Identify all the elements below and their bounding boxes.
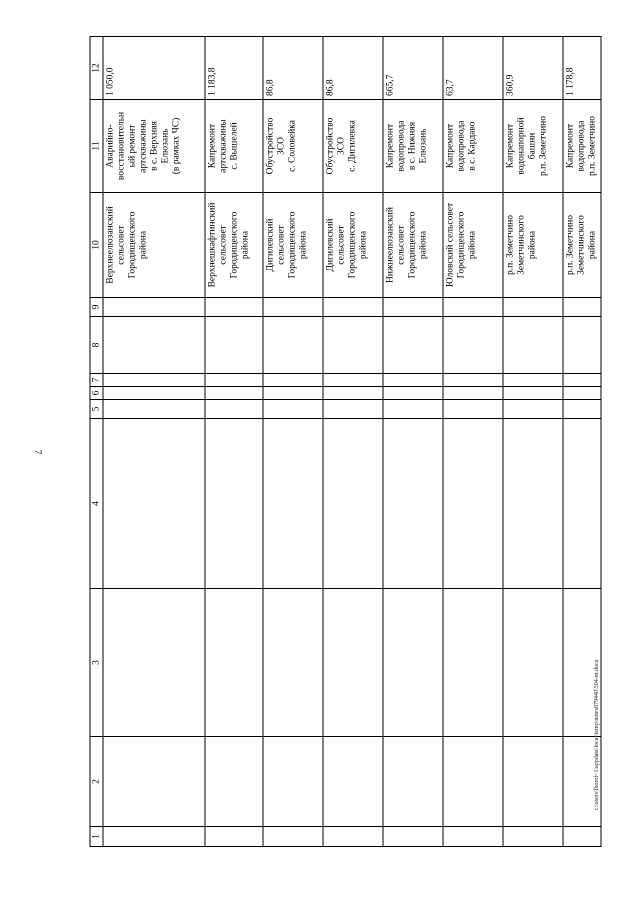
empty-cell bbox=[263, 400, 323, 419]
cell-text-line: водопровода bbox=[576, 120, 587, 172]
cell-text-line: района bbox=[298, 230, 309, 260]
footer-file-path: c:\users\lborol~1\appdata\local\temp\notes879440\504-m.doca bbox=[594, 659, 600, 811]
empty-cell bbox=[443, 589, 503, 737]
column-number-5: 5 bbox=[90, 400, 103, 419]
empty-cell bbox=[383, 589, 443, 737]
empty-cell bbox=[103, 400, 205, 419]
cell-text-line: Капремонт bbox=[207, 123, 218, 169]
empty-cell bbox=[103, 737, 205, 827]
cell-text-line: водопровода bbox=[396, 120, 407, 172]
empty-cell bbox=[103, 317, 205, 374]
table-row bbox=[263, 37, 323, 847]
empty-cell bbox=[205, 827, 263, 847]
cell-text-line: ЗСО bbox=[336, 137, 347, 155]
empty-cell bbox=[263, 298, 323, 317]
empty-cell bbox=[263, 419, 323, 589]
cell-text-line: района bbox=[467, 230, 478, 260]
empty-cell bbox=[563, 387, 601, 400]
empty-cell bbox=[205, 400, 263, 419]
column-number-4: 4 bbox=[90, 419, 103, 589]
cell-text-line: Городищенского bbox=[127, 211, 138, 279]
municipality-cell bbox=[205, 193, 263, 298]
page-number: 7 bbox=[33, 449, 43, 455]
cell-text-line: Дигилевский bbox=[325, 218, 336, 272]
municipality-cell bbox=[263, 193, 323, 298]
column-number-1: 1 bbox=[90, 827, 103, 847]
cell-text-line: р.п. Земетчино bbox=[538, 116, 549, 177]
empty-cell bbox=[103, 419, 205, 589]
cell-text-line: района bbox=[138, 230, 149, 260]
cell-text-line: Верхнешкафтинский bbox=[207, 202, 218, 288]
cell-text-line: сельсовет bbox=[218, 225, 229, 265]
municipality-cell bbox=[383, 193, 443, 298]
empty-cell bbox=[563, 400, 601, 419]
amount-cell: 1 183,8 bbox=[205, 37, 263, 100]
work-description-cell bbox=[205, 100, 263, 193]
cell-text-line: Городищенского bbox=[407, 211, 418, 279]
table-row bbox=[443, 37, 503, 847]
work-description-cell bbox=[383, 100, 443, 193]
empty-cell bbox=[503, 419, 563, 589]
empty-cell bbox=[443, 374, 503, 387]
cell-text-line: Верхнеелюзанский bbox=[105, 206, 116, 284]
empty-cell bbox=[503, 737, 563, 827]
amount-cell: 360,9 bbox=[503, 37, 563, 100]
column-number-11: 11 bbox=[90, 100, 103, 193]
column-number-3: 3 bbox=[90, 589, 103, 737]
cell-text-line: района bbox=[587, 230, 598, 260]
empty-cell bbox=[383, 387, 443, 400]
work-description-cell bbox=[443, 100, 503, 193]
column-number-9: 9 bbox=[90, 298, 103, 317]
empty-cell bbox=[103, 387, 205, 400]
cell-text-line: ый ремонт bbox=[127, 124, 138, 168]
empty-cell bbox=[323, 374, 383, 387]
cell-text-line: в с. Нижняя bbox=[407, 121, 418, 171]
empty-cell bbox=[383, 317, 443, 374]
cell-text-line: башни bbox=[527, 132, 538, 160]
empty-cell bbox=[563, 374, 601, 387]
empty-cell bbox=[383, 419, 443, 589]
work-description-cell bbox=[563, 100, 601, 193]
column-number-7: 7 bbox=[90, 374, 103, 387]
cell-text-line: Дигилевский bbox=[265, 218, 276, 272]
amount-cell: 665,7 bbox=[383, 37, 443, 100]
cell-text-line: Елюзань bbox=[418, 128, 429, 164]
work-description-cell bbox=[263, 100, 323, 193]
cell-text-line: сельсовет bbox=[116, 225, 127, 265]
cell-text-line: с. Соловейка bbox=[287, 120, 298, 172]
empty-cell bbox=[205, 374, 263, 387]
amount-cell: 1 178,8 bbox=[563, 37, 601, 100]
empty-cell bbox=[103, 298, 205, 317]
cell-text-line: Нижнеелюзанский bbox=[385, 207, 396, 283]
amount-cell: 1 050,0 bbox=[103, 37, 205, 100]
cell-text-line: восстановительн bbox=[116, 111, 127, 181]
empty-cell bbox=[383, 374, 443, 387]
empty-cell bbox=[323, 387, 383, 400]
empty-cell bbox=[443, 827, 503, 847]
table-row bbox=[383, 37, 443, 847]
cell-text-line: Земетчинского bbox=[516, 215, 527, 275]
cell-text-line: Земетчинского bbox=[576, 215, 587, 275]
table-row bbox=[103, 37, 205, 847]
empty-cell bbox=[103, 589, 205, 737]
cell-text-line: р.п. Земетчино bbox=[505, 215, 516, 276]
cell-text-line: района bbox=[358, 230, 369, 260]
empty-cell bbox=[205, 737, 263, 827]
empty-cell bbox=[263, 737, 323, 827]
empty-cell bbox=[323, 400, 383, 419]
empty-cell bbox=[563, 317, 601, 374]
empty-cell bbox=[383, 827, 443, 847]
empty-cell bbox=[103, 374, 205, 387]
column-number-2: 2 bbox=[90, 737, 103, 827]
cell-text-line: артскважины bbox=[218, 119, 229, 173]
column-number-6: 6 bbox=[90, 387, 103, 400]
cell-text-line: с. Дигилевка bbox=[347, 120, 358, 172]
empty-cell bbox=[503, 400, 563, 419]
amount-cell: 86,8 bbox=[323, 37, 383, 100]
municipality-cell bbox=[443, 193, 503, 298]
empty-cell bbox=[503, 317, 563, 374]
empty-cell bbox=[263, 589, 323, 737]
empty-cell bbox=[263, 317, 323, 374]
table-row bbox=[205, 37, 263, 847]
cell-text-line: сельсовет bbox=[276, 225, 287, 265]
empty-cell bbox=[323, 317, 383, 374]
empty-cell bbox=[563, 419, 601, 589]
table-header-row bbox=[90, 37, 103, 847]
cell-text-line: артскважины bbox=[138, 119, 149, 173]
empty-cell bbox=[263, 387, 323, 400]
cell-text-line: водопровода bbox=[456, 120, 467, 172]
work-description-cell bbox=[323, 100, 383, 193]
cell-text-line: Юловский сельсовет bbox=[445, 202, 456, 288]
empty-cell bbox=[443, 298, 503, 317]
empty-cell bbox=[503, 298, 563, 317]
cell-text-line: Капремонт bbox=[565, 123, 576, 169]
cell-text-line: с. Вышелей bbox=[229, 122, 240, 170]
work-description-cell bbox=[503, 100, 563, 193]
empty-cell bbox=[205, 589, 263, 737]
empty-cell bbox=[205, 298, 263, 317]
empty-cell bbox=[263, 374, 323, 387]
cell-text-line: Аварийно- bbox=[105, 124, 116, 168]
cell-text-line: Обустройство bbox=[265, 117, 276, 175]
empty-cell bbox=[503, 374, 563, 387]
empty-cell bbox=[323, 737, 383, 827]
cell-text-line: водонапорной bbox=[516, 117, 527, 175]
empty-cell bbox=[443, 419, 503, 589]
cell-text-line: в с. Верхняя bbox=[149, 121, 160, 171]
cell-text-line: Капремонт bbox=[505, 123, 516, 169]
cell-text-line: района bbox=[527, 230, 538, 260]
empty-cell bbox=[563, 298, 601, 317]
municipality-cell bbox=[563, 193, 601, 298]
table-row bbox=[503, 37, 563, 847]
empty-cell bbox=[103, 827, 205, 847]
municipality-cell bbox=[323, 193, 383, 298]
data-table bbox=[90, 36, 602, 847]
empty-cell bbox=[443, 317, 503, 374]
cell-text-line: Городищенского bbox=[287, 211, 298, 279]
cell-text-line: сельсовет bbox=[396, 225, 407, 265]
work-description-cell bbox=[103, 100, 205, 193]
empty-cell bbox=[205, 387, 263, 400]
table-row bbox=[323, 37, 383, 847]
empty-cell bbox=[443, 387, 503, 400]
cell-text-line: района bbox=[240, 230, 251, 260]
cell-text-line: Городищенского bbox=[347, 211, 358, 279]
empty-cell bbox=[323, 298, 383, 317]
cell-text-line: р.п. Земетчино bbox=[587, 116, 598, 177]
empty-cell bbox=[503, 387, 563, 400]
amount-cell: 63,7 bbox=[443, 37, 503, 100]
cell-text-line: ЗСО bbox=[276, 137, 287, 155]
cell-text-line: р.п. Земетчино bbox=[565, 215, 576, 276]
empty-cell bbox=[323, 589, 383, 737]
cell-text-line: Городищенского bbox=[456, 211, 467, 279]
column-number-10: 10 bbox=[90, 193, 103, 298]
cell-text-line: Городищенского bbox=[229, 211, 240, 279]
cell-text-line: (в рамках ЧС) bbox=[171, 117, 182, 175]
empty-cell bbox=[503, 589, 563, 737]
empty-cell bbox=[323, 827, 383, 847]
empty-cell bbox=[443, 737, 503, 827]
column-number-12: 12 bbox=[90, 37, 103, 100]
cell-text-line: сельсовет bbox=[336, 225, 347, 265]
amount-cell: 86,8 bbox=[263, 37, 323, 100]
column-number-8: 8 bbox=[90, 317, 103, 374]
cell-text-line: Обустройство bbox=[325, 117, 336, 175]
empty-cell bbox=[323, 419, 383, 589]
cell-text-line: Капремонт bbox=[445, 123, 456, 169]
empty-cell bbox=[205, 317, 263, 374]
cell-text-line: в с. Кардаво bbox=[467, 121, 478, 171]
empty-cell bbox=[503, 827, 563, 847]
municipality-cell bbox=[103, 193, 205, 298]
municipality-cell bbox=[503, 193, 563, 298]
empty-cell bbox=[383, 400, 443, 419]
empty-cell bbox=[383, 737, 443, 827]
cell-text-line: района bbox=[418, 230, 429, 260]
empty-cell bbox=[263, 827, 323, 847]
empty-cell bbox=[563, 827, 601, 847]
empty-cell bbox=[205, 419, 263, 589]
cell-text-line: Капремонт bbox=[385, 123, 396, 169]
cell-text-line: Елюзань bbox=[160, 128, 171, 164]
empty-cell bbox=[383, 298, 443, 317]
empty-cell bbox=[443, 400, 503, 419]
